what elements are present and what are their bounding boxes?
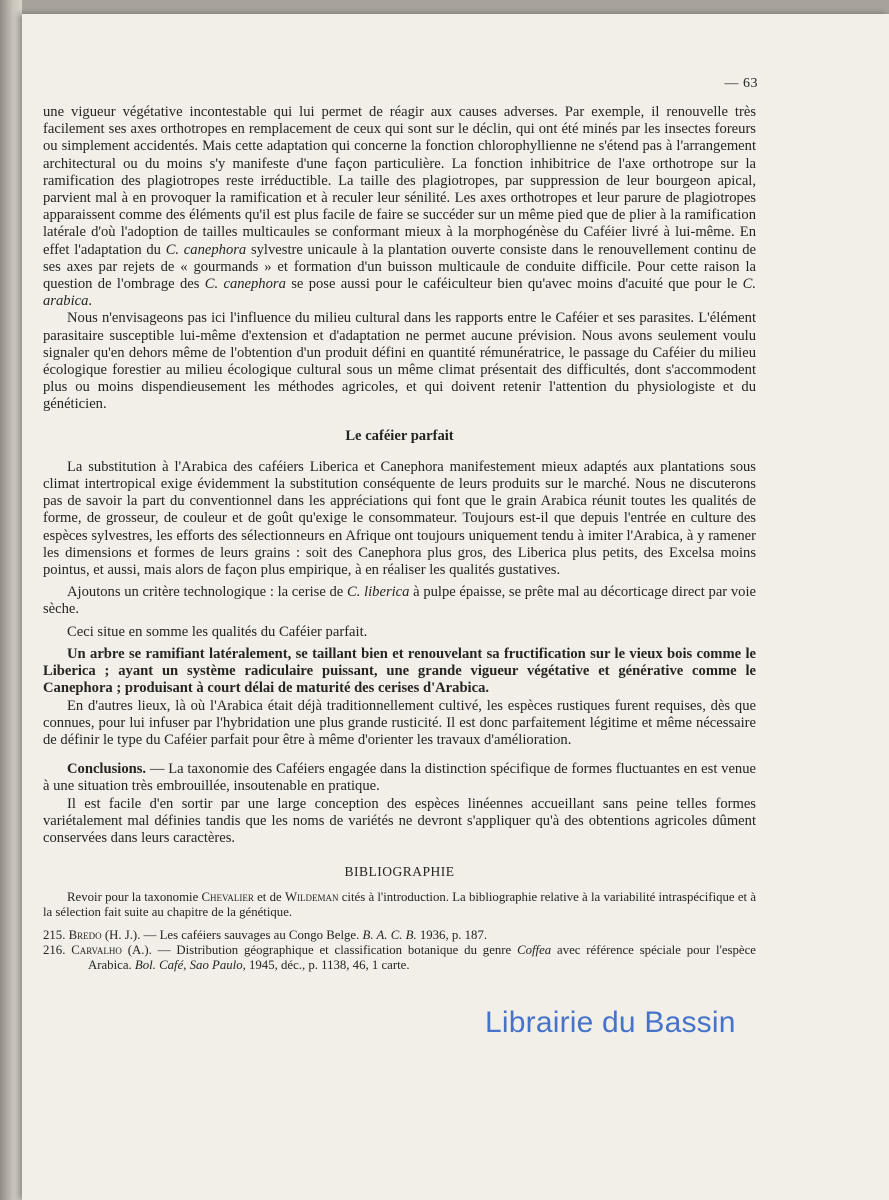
text-run: et de [253, 890, 285, 905]
reference-number: 215. [43, 928, 66, 943]
text-run: , 1945, déc., p. 1138, 46, 1 carte. [242, 958, 410, 973]
paragraph-emphasis: Un arbre se ramifiant latéralement, se taillant bien et renouvelant sa fructification sur le vieux bois comme le Liberica ; ayant un système radiculaire puissant, une grande vigueur végétative et générative comme le Canephora ; produisant à court délai de maturité des cerises d'Arabica. [43, 645, 756, 697]
watermark: Librairie du Bassin [485, 1006, 736, 1039]
text-run: Revoir pour la taxonomie [67, 890, 202, 905]
text-run: une vigueur végétative incontestable qui lui permet de réagir aux causes adverses. Par exemple, il renouvelle très facilement ses axes orthotropes en remplacement de ceux qui sont sur le déclin, qui ont été minés par les insectes foreurs ou simplement accidentés. Mais cette adaptation qui concerne la fonction chlorophyllienne ne s'étend pas à l'arrangement architectural ou du moins s'y manifeste d'une façon particulière. La fonction inhibitrice de l'axe orthotrope sur la ramification des plagiotropes reste irréductible. La taille des plagiotropes, par suppression de leur bourgeon apical, parvient mal à en provoquer la ramification et à reculer leur sénilité. Les axes orthotropes et leur parure de plagiotropes apparaissent comme des éléments qu'il est plus facile de faire se succéder sur un même pied que de plier à la ramification latérale d'où l'adoption de tailles multicaules se conformant mieux à la morphogénèse du Caféier livré à lui-même. En effet l'adaptation du [43, 104, 756, 258]
genus-name: Coffea [517, 943, 552, 958]
text-run: cités à l'introduction. La bibliographie relative à la variabilité intraspécifique et à la sélection fait suite au chapitre de la génétique. [43, 890, 756, 920]
bibliography-title: BIBLIOGRAPHIE [344, 864, 455, 880]
paragraph: Ceci situe en somme les qualités du Caféier parfait. [67, 623, 368, 640]
paragraph: Il est facile d'en sortir par une large conception des espèces linéennes accueillant sans peine telles formes variétalement mal définies tandis que les noms de variétés ne devront s'appliquer qu'à des obtentions agricoles dûment conservées dans leurs caractères. [43, 795, 756, 846]
reference-list [43, 928, 756, 973]
paragraph: En d'autres lieux, là où l'Arabica était déjà traditionnellement cultivé, les espèces rustiques furent requises, dès que connues, pour lui infuser par l'hybridation une plus grande rusticité. Il est donc parfaitement légitime et même nécessaire de définir le type du Caféier parfait pour être à même d'orienter les travaux d'amélioration. [43, 697, 756, 748]
text-run: à pulpe épaisse, se prête mal au décorticage direct par voie sèche. [43, 584, 756, 618]
paragraph: Nous n'envisageons pas ici l'influence du milieu cultural dans les rapports entre le Caféier et ses parasites. L'élément parasitaire susceptible lui-même d'extension et d'adaptation ne permet aucune prévision. Nous avons seulement voulu signaler qu'en dehors même de l'obtention d'un produit défini en quantité rémunératrice, le passage du Caféier du milieu écologique forestier au milieu écologique cultural sous un même climat présentait des difficultés, dont s'accommodent plus ou moins dispendieusement les méthodes agricoles, et qui doivent retenir l'attention du physiologiste et du généticien. [43, 310, 756, 413]
species-name: C. liberica [346, 584, 410, 601]
adjacent-page-edge [0, 0, 22, 1200]
text-run: Ajoutons un critère technologique : la cerise de [67, 584, 347, 601]
reference-number: 216. [43, 943, 66, 958]
text-run: 1936, p. 187. [416, 928, 488, 943]
text-run: sylvestre unicaule à la plantation ouverte consiste dans le renouvellement continu de ses axes par rejets de « gourmands » et formation d'un buisson multicaule de conduite difficile. Pour cette raison la question de l'ombrage des [43, 241, 756, 293]
paragraph: La substitution à l'Arabica des caféiers Liberica et Canephora manifestement mieux adaptés aux plantations sous climat intertropical exige évidemment la substitution conséquente de leurs produits sur le marché. Nous ne discuterons pas de savoir la part du conventionnel dans les appréciations qui font que le grain Arabica réunit toutes les qualités de forme, de grosseur, de couleur et de goût qu'exige le consommateur. Toujours est-il que depuis l'entrée en culture des espèces sylvestres, les efforts des sélectionneurs en Afrique ont toujours uniquement tendu à imiter l'Arabica, à y ramener les dimensions et formes de leurs grains : soit des Canephora plus gros, des Liberica plus petits, des Excelsa moins pointus, et aussi, mais alors de façon plus empirique, à en réaliser les qualités gustatives. [43, 458, 756, 579]
text-run: se pose aussi pour le caféiculteur bien qu'avec moins d'acuité que pour le [285, 276, 743, 293]
author-name: Chevalier [201, 890, 254, 905]
bibliography-intro [43, 890, 756, 920]
paragraph-conclusions [43, 761, 756, 795]
section-heading: Le caféier parfait [345, 427, 454, 444]
species-name: C. arabica [43, 276, 756, 310]
text-run: (H. J.). — Les caféiers sauvages au Congo Belge. [101, 928, 363, 943]
journal-name: B. A. C. B. [362, 928, 417, 943]
text-run: avec référence spéciale pour l'espèce Arabica. [88, 943, 756, 973]
page-body [43, 104, 756, 973]
reference-item [43, 928, 756, 943]
reference-item [43, 943, 756, 973]
paragraph [43, 584, 756, 618]
page-number: — 63 [724, 76, 758, 91]
species-name: C. canephora [204, 276, 286, 293]
paragraph [43, 104, 756, 310]
text-run: — La taxonomie des Caféiers engagée dans la distinction spécifique de formes fluctuantes en est venue à une situation très embrouillée, insoutenable en pratique. [43, 761, 756, 795]
conclusions-label: Conclusions. [67, 761, 147, 778]
species-name: C. canephora [165, 241, 247, 258]
author-name: Carvalho [71, 943, 122, 958]
author-name: Wildeman [284, 890, 339, 905]
text-run: . [88, 293, 93, 310]
author-name: Bredo [68, 928, 102, 943]
journal-name: Bol. Café, Sao Paulo [134, 958, 243, 973]
text-run: (A.). — Distribution géographique et classification botanique du genre [121, 943, 518, 958]
